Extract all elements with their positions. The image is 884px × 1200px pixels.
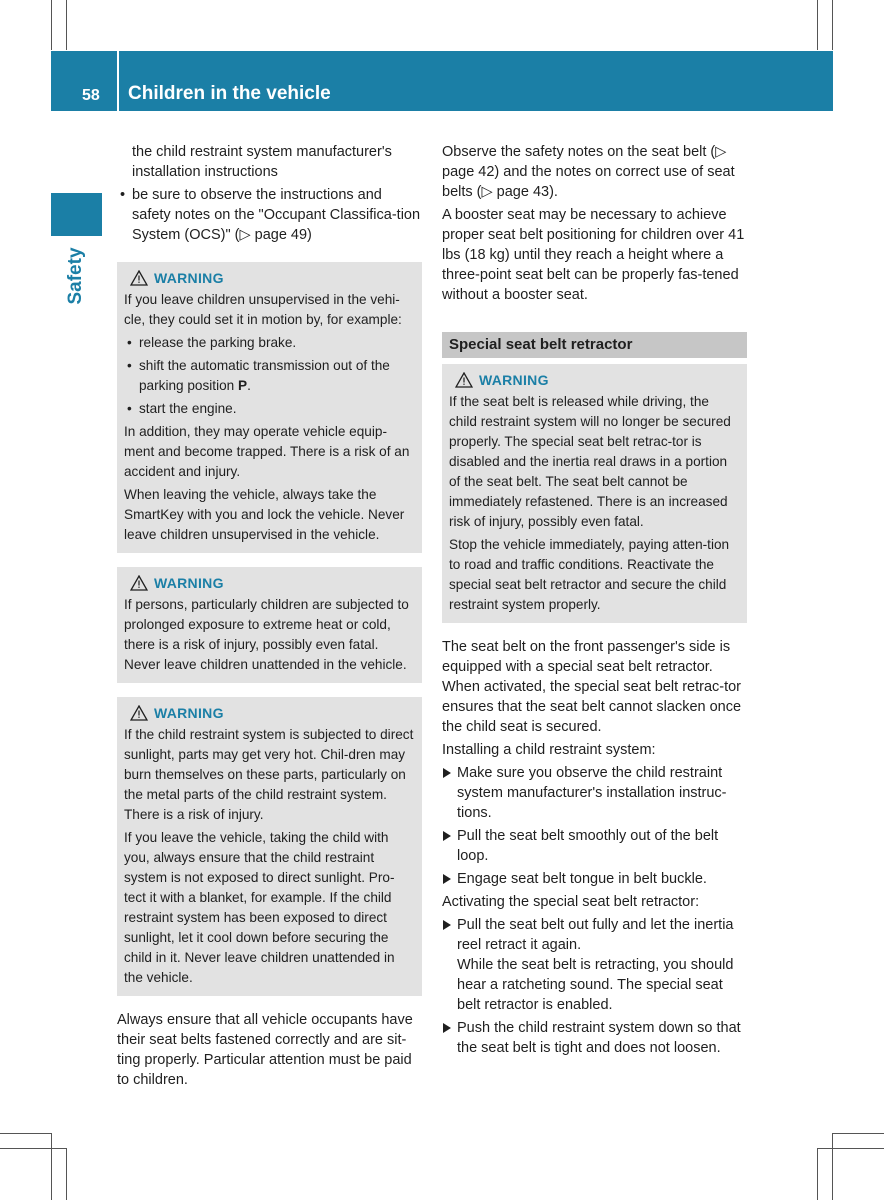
body-text: Installing a child restraint system: <box>442 742 656 758</box>
warning-icon <box>124 575 154 591</box>
warning-box <box>117 697 422 996</box>
crop-mark <box>51 0 52 50</box>
step-item: Pull the seat belt smoothly out of the belt loop. <box>442 826 747 866</box>
step-item: Push the child restraint system down so that the seat belt is tight and does not loosen. <box>442 1018 747 1058</box>
crop-mark <box>832 1133 884 1134</box>
list-item: • release the parking brake. <box>124 333 415 353</box>
warning-text: If persons, particularly children are subjected to prolonged exposure to extreme heat or cold, there is a risk of injury, possibly even fatal. Never leave children unattended in the vehicle. <box>124 597 409 672</box>
warning-title: WARNING <box>154 270 224 286</box>
crop-mark <box>832 0 833 50</box>
warning-title: WARNING <box>154 575 224 591</box>
crop-mark <box>817 1148 818 1200</box>
warning-icon <box>449 372 479 388</box>
step-item <box>442 915 747 1015</box>
crop-mark <box>51 1133 52 1200</box>
warning-text: If you leave the vehicle, taking the child with you, always ensure that the child restraint system is not exposed to direct sunlight. Pro-tect it with a blanket, for example. If the child restraint system has been exposed to direct sunlight, let it cool down before securing the child in it. Never leave children unattended in the vehicle. <box>124 830 395 985</box>
park-letter: P <box>238 378 248 393</box>
body-text: Activating the special seat belt retractor: <box>442 894 700 910</box>
warning-heading <box>449 370 740 390</box>
warning-text: If you leave children unsupervised in the vehi-cle, they could set it in motion by, for example: <box>124 292 402 327</box>
side-tab-marker <box>51 193 102 236</box>
warning-box <box>442 364 747 623</box>
page-header <box>51 51 833 111</box>
list-item: • start the engine. <box>124 399 415 419</box>
warning-box <box>117 262 422 553</box>
step-text: Pull the seat belt out fully and let the inertia reel retract it again. <box>457 917 734 953</box>
crop-mark <box>66 1148 67 1200</box>
crop-mark <box>0 1148 66 1149</box>
warning-heading <box>124 703 415 723</box>
page-title: Children in the vehicle <box>128 83 331 104</box>
warning-icon <box>124 705 154 721</box>
step-item: Make sure you observe the child restraint system manufacturer's installation instruc-tions. <box>442 763 747 823</box>
continued-text: the child restraint system manufacturer's installation instructions <box>132 144 392 180</box>
section-heading: Special seat belt retractor <box>442 332 747 358</box>
warning-box <box>117 567 422 683</box>
side-tab-label: Safety <box>65 247 86 305</box>
left-column <box>117 142 422 1093</box>
warning-text: In addition, they may operate vehicle equip-ment and become trapped. There is a risk of an accident and injury. <box>124 424 410 479</box>
header-divider <box>117 51 119 111</box>
crop-mark <box>66 0 67 50</box>
warning-heading <box>124 268 415 288</box>
crop-mark <box>832 1133 833 1200</box>
crop-mark <box>0 1133 51 1134</box>
list-item: • be sure to observe the instructions and safety notes on the "Occupant Classifica-tion System (OCS)" (▷ page 49) <box>117 185 422 245</box>
list-item: • shift the automatic transmission out of the parking position P. <box>124 356 415 396</box>
body-text: Observe the safety notes on the seat belt (▷ page 42) and the notes on correct use of seat belts (▷ page 43). <box>442 144 735 200</box>
warning-heading <box>124 573 415 593</box>
body-text: The seat belt on the front passenger's side is equipped with a special seat belt retractor. When activated, the special seat belt retrac-tor ensures that the seat belt cannot slacken once the child seat is secured. <box>442 639 742 735</box>
right-column <box>442 142 747 1061</box>
body-text: Always ensure that all vehicle occupants have their seat belts fastened correctly and are sit-ting properly. Particular attention must be paid to children. <box>117 1012 413 1088</box>
body-text: A booster seat may be necessary to achieve proper seat belt positioning for children over 41 lbs (18 kg) until they reach a height where a three-point seat belt can be properly fas-tened without a booster seat. <box>442 207 745 303</box>
crop-mark <box>817 0 818 50</box>
list-item-text: shift the automatic transmission out of the parking position <box>139 358 390 393</box>
warning-text: Stop the vehicle immediately, paying atten-tion to road and traffic conditions. Reactivate the special seat belt retractor and secure the child restraint system properly. <box>449 537 730 612</box>
warning-icon <box>124 270 154 286</box>
warning-title: WARNING <box>479 372 549 388</box>
page-number: 58 <box>82 87 100 104</box>
crop-mark <box>817 1148 884 1149</box>
warning-text: If the child restraint system is subjected to direct sunlight, parts may get very hot. Chil-dren may burn themselves on these parts, particularly on the metal parts of the child restraint system. There is a risk of injury. <box>124 727 414 822</box>
warning-title: WARNING <box>154 705 224 721</box>
step-item: Engage seat belt tongue in belt buckle. <box>442 869 747 889</box>
warning-text: When leaving the vehicle, always take the SmartKey with you and lock the vehicle. Never leave children unsupervised in the vehicle. <box>124 487 405 542</box>
warning-text: If the seat belt is released while driving, the child restraint system will no longer be secured properly. The special seat belt retrac-tor is disabled and the inertia real draws in a portion of the seat belt. The seat belt cannot be immediately refastened. There is an increased risk of injury, possibly even fatal. <box>449 394 731 529</box>
step-note: While the seat belt is retracting, you should hear a ratcheting sound. The special seat belt retractor is enabled. <box>457 957 734 1013</box>
